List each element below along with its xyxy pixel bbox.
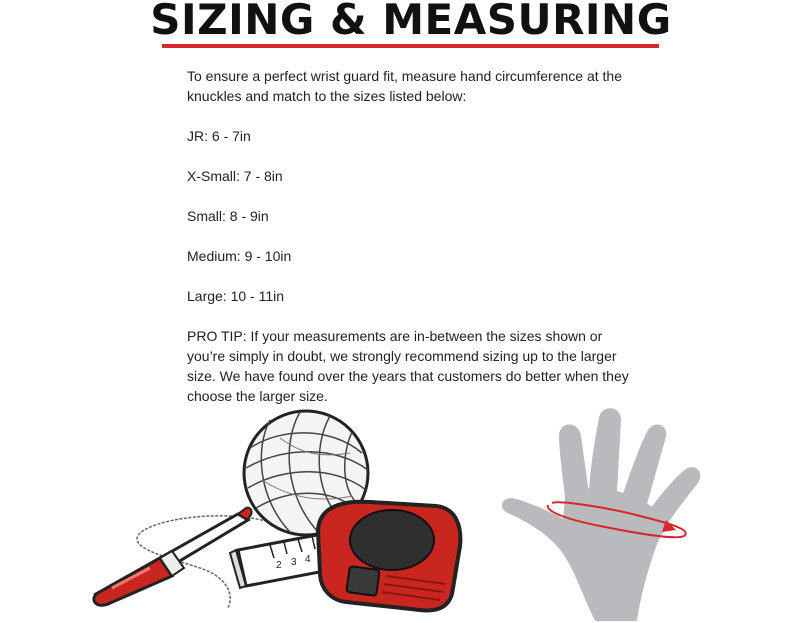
size-jr: JR: 6 - 7in: [187, 128, 251, 144]
size-large: Large: 10 - 11in: [187, 288, 285, 304]
tape-tick-4: 4: [305, 554, 311, 565]
sizing-content: [187, 66, 637, 426]
measuring-illustration: [0, 408, 800, 623]
tape-tick-2: 2: [276, 560, 282, 571]
page-title: SIZING & MEASURING: [150, 0, 672, 44]
hand-icon: [503, 409, 699, 620]
size-medium: Medium: 9 - 10in: [187, 248, 292, 264]
intro-text: To ensure a perfect wrist guard fit, measure hand circumference at the knuckles and match to the sizes listed below:: [187, 68, 622, 104]
size-x-small: X-Small: 7 - 8in: [187, 168, 283, 184]
tape-tick-3: 3: [291, 557, 297, 568]
marker-pen-icon: [94, 508, 252, 606]
pro-tip-text: PRO TIP: If your measurements are in-between the sizes shown or you’re simply in doubt, we strongly recommend sizing up to the larger size. We have found over the years that customers do better when they choose the larger size.: [187, 328, 629, 404]
size-small: Small: 8 - 9in: [187, 208, 269, 224]
title-underline: [162, 44, 659, 48]
